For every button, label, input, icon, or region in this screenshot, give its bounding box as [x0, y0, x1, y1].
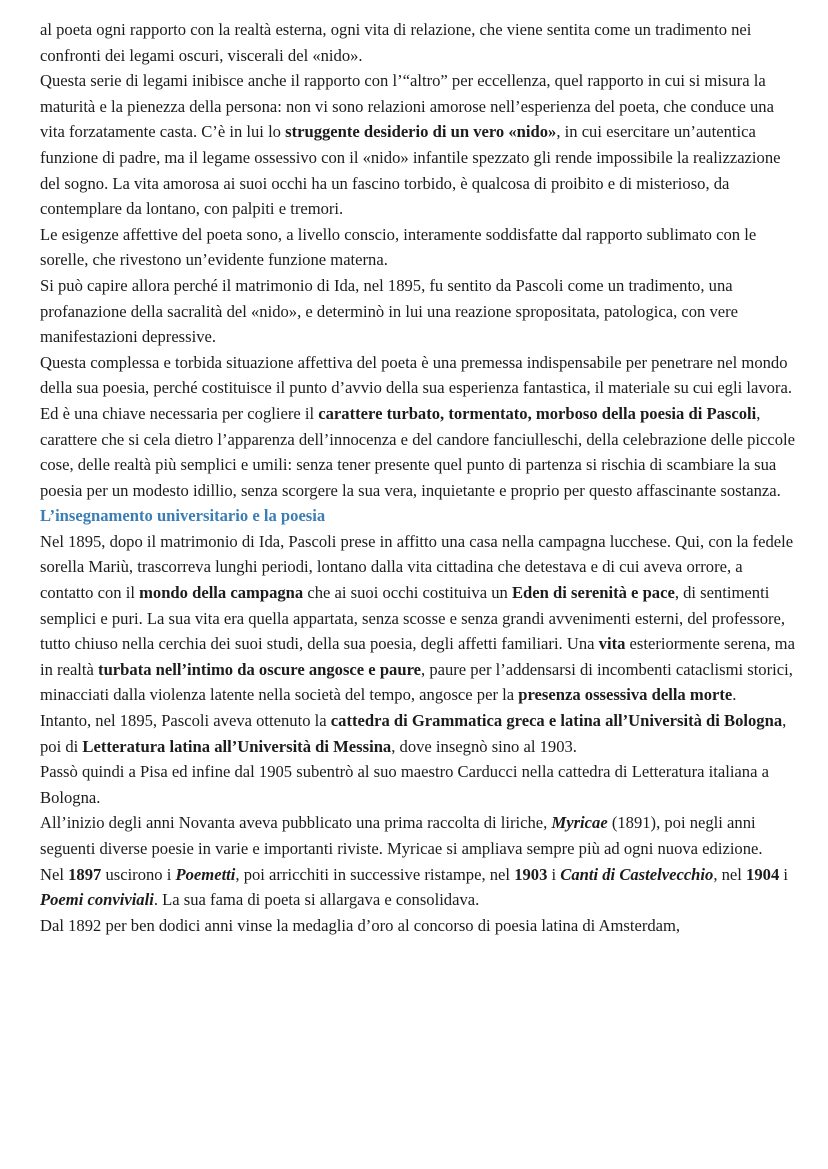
emphasis-text: Poemi conviviali: [40, 890, 154, 910]
paragraph: [40, 273, 798, 350]
text-run: Questa complessa e torbida situazione affettiva del poeta è una premessa indispensabile per penetrare nel mondo della sua poesia, perché costituisce il punto d’avvio della sua esperienza fantastica, il materiale su cui egli lavora. Ed è una chiave necessaria per cogliere il: [40, 352, 792, 423]
text-run: Questa serie di legami inibisce anche il rapporto con l’“altro” per eccellenza, quel rapporto in cui si misura la maturità e la pienezza della persona: non vi sono relazioni amorose nell’esperienza del poeta, che conduce una vita forzatamente casta. C’è in lui lo: [40, 71, 774, 142]
bold-italic-text: [551, 813, 607, 832]
paragraph: [40, 759, 798, 810]
text-run: Si può capire allora perché il matrimonio di Ida, nel 1895, fu sentito da Pascoli come un tradimento, una profanazione della sacralità del «nido», e determinò in lui una reazione spropositata, patologica, con vere manifestazioni depressive.: [40, 275, 739, 347]
text-run: , nel: [713, 864, 747, 884]
bold-text: presenza ossessiva della morte: [518, 685, 733, 705]
paragraph: [40, 222, 798, 273]
text-run: i: [779, 864, 788, 884]
text-run: , poi di: [40, 711, 787, 756]
bold-text: carattere turbato, tormentato, morboso della poesia di Pascoli: [318, 403, 757, 423]
text-run: al poeta ogni rapporto con la realtà esterna, ogni vita di relazione, che viene sentita come un tradimento nei confronti dei legami oscuri, viscerali del «nido».: [40, 20, 752, 65]
emphasis-text: Myricae: [551, 813, 608, 833]
paragraph: [40, 529, 798, 708]
paragraph: [40, 862, 798, 913]
text-run: , carattere che si cela dietro l’apparenza dell’innocenza e del candore fanciulleschi, della celebrazione delle piccole cose, delle realtà più semplici e umili: senza tener presente quel punto di partenza si rischia di scambiare la sua poesia per un modesto idillio, senza scorgere la sua vera, inquietante e proprio per questo affascinante sostanza.: [40, 403, 796, 500]
bold-text: vita: [598, 634, 626, 654]
text-run: i: [547, 864, 561, 884]
text-run: (1891), poi negli anni seguenti diverse poesie in varie e importanti riviste. Myricae si ampliava sempre più ad ogni nuova edizione.: [40, 813, 763, 858]
text-run: Nel 1895, dopo il matrimonio di Ida, Pascoli prese in affitto una casa nella campagna lucchese. Qui, con la fedele sorella Mariù, trascorreva lunghi periodi, lontano dalla vita cittadina che detestava e di cui aveva orrore, a contatto con il: [40, 531, 794, 603]
paragraph: [40, 913, 798, 939]
paragraph: [40, 17, 798, 68]
text-run: All’inizio degli anni Novanta aveva pubblicato una prima raccolta di liriche,: [40, 813, 552, 833]
section-heading: L’insegnamento universitario e la poesia: [40, 506, 326, 526]
text-run: Le esigenze affettive del poeta sono, a livello conscio, interamente soddisfatte dal rapporto sublimato con le sorelle, che rivestono un’evidente funzione materna.: [40, 224, 757, 270]
text-run: che ai suoi occhi costituiva un: [303, 583, 512, 603]
text-run: , paure per l’addensarsi di incombenti cataclismi storici, minacciati dalla violenza latente nella società del tempo, angosce per la: [40, 659, 793, 705]
body-text-section-2: [40, 529, 798, 939]
text-run: , dove insegnò sino al 1903.: [391, 736, 577, 756]
body-text-section-1: [40, 17, 798, 503]
bold-text: turbata nell’intimo da oscure angosce e paure: [98, 659, 422, 679]
paragraph: [40, 810, 798, 861]
paragraph: [40, 708, 798, 759]
bold-text: struggente desiderio di un vero «nido»: [285, 122, 557, 142]
text-run: Dal 1892 per ben dodici anni vinse la medaglia d’oro al concorso di poesia latina di Amsterdam,: [40, 915, 681, 935]
text-run: Intanto, nel 1895, Pascoli aveva ottenuto la: [40, 711, 331, 731]
bold-italic-text: [176, 865, 236, 884]
bold-text: mondo della campagna: [139, 583, 304, 603]
text-run: Nel: [40, 864, 69, 884]
paragraph: [40, 68, 798, 222]
bold-text: 1903: [514, 864, 548, 884]
paragraph: [40, 350, 798, 504]
text-run: Passò quindi a Pisa ed infine dal 1905 subentrò al suo maestro Carducci nella cattedra di Letteratura italiana a Bologna.: [40, 762, 769, 807]
bold-italic-text: [560, 865, 713, 884]
bold-text: 1897: [68, 864, 102, 884]
text-run: . La sua fama di poeta si allargava e consolidava.: [153, 890, 480, 910]
bold-text: Letteratura latina all’Università di Messina: [82, 736, 392, 756]
emphasis-text: Poemetti: [175, 864, 236, 884]
text-run: esteriormente serena, ma in realtà: [40, 634, 795, 679]
emphasis-text: Canti di Castelvecchio: [560, 864, 714, 884]
text-run: , di sentimenti semplici e puri. La sua vita era quella appartata, senza scosse e senza grandi avvenimenti esterni, del professore, tutto chiuso nella cerchia dei suoi studi, della sua poesia, degli affetti familiari. Una: [40, 583, 786, 654]
bold-text: Eden di serenità e pace: [511, 583, 675, 603]
text-run: .: [732, 685, 737, 705]
bold-text: 1904: [746, 864, 780, 884]
text-run: uscirono i: [101, 864, 176, 884]
text-run: , poi arricchiti in successive ristampe, nel: [235, 864, 515, 884]
bold-text: cattedra di Grammatica greca e latina all’Università di Bologna: [330, 711, 783, 731]
bold-italic-text: [40, 890, 154, 909]
text-run: , in cui esercitare un’autentica funzione di padre, ma il legame ossessivo con il «nido» infantile spezzato gli rende impossibile la realizzazione del sogno. La vita amorosa ai suoi occhi ha un fascino torbido, è qualcosa di proibito e di misterioso, da contemplare da lontano, con palpiti e tremori.: [40, 122, 781, 219]
